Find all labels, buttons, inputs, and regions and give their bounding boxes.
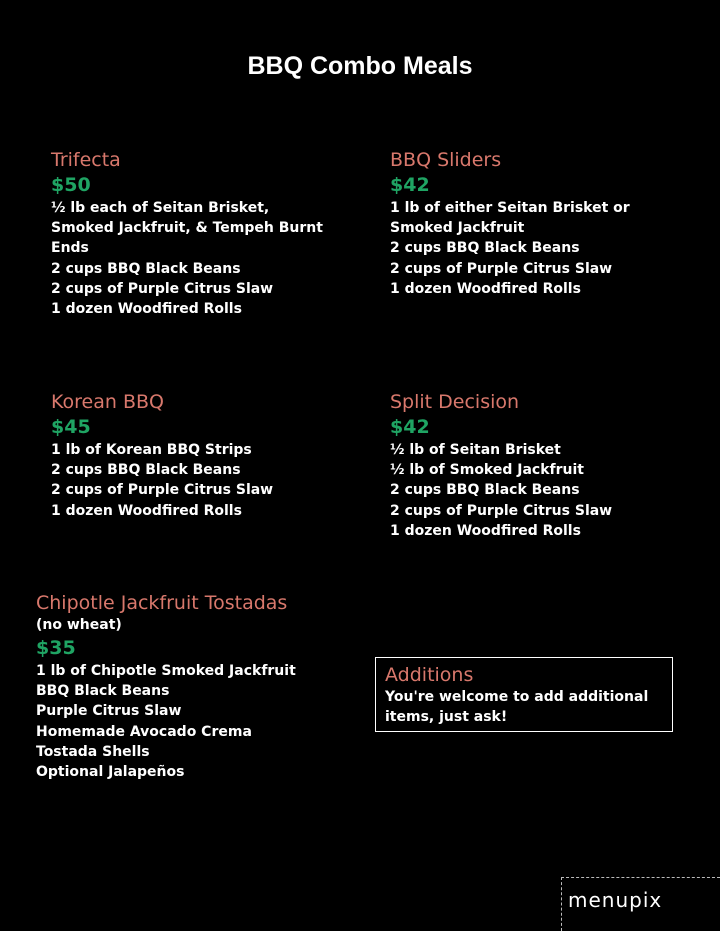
combo-note: (no wheat)	[36, 617, 122, 633]
list-item: 1 dozen Woodfired Rolls	[390, 280, 581, 297]
list-item: 1 dozen Woodfired Rolls	[51, 301, 242, 318]
combo-name: Korean BBQ	[51, 391, 164, 413]
combo-name: Split Decision	[390, 391, 520, 413]
combo-price: $45	[51, 416, 91, 438]
list-item: ½ lb of Seitan Brisket	[390, 442, 561, 458]
combo-trifecta	[51, 148, 351, 319]
list-item: 2 cups BBQ Black Beans	[51, 260, 241, 277]
combo-bbq-sliders	[390, 148, 690, 299]
combo-items	[36, 661, 356, 782]
watermark-logo: menupix	[568, 888, 663, 912]
combo-price: $35	[36, 637, 76, 659]
page-title: BBQ Combo Meals	[247, 52, 473, 80]
combo-items	[51, 198, 351, 319]
list-item: Tostada Shells	[36, 743, 150, 760]
list-item: 2 cups of Purple Citrus Slaw	[390, 260, 613, 277]
list-item: 1 dozen Woodfired Rolls	[51, 502, 242, 519]
list-item: Purple Citrus Slaw	[36, 703, 182, 720]
list-item: 1 lb of Chipotle Smoked Jackfruit	[36, 663, 296, 679]
list-item: 2 cups BBQ Black Beans	[51, 462, 241, 479]
additions-text-line: You're welcome to add additional	[385, 689, 649, 705]
list-item: 1 dozen Woodfired Rolls	[390, 522, 581, 539]
list-item: 2 cups of Purple Citrus Slaw	[51, 482, 274, 499]
list-item: ½ lb each of Seitan Brisket,	[51, 200, 270, 216]
list-item: Smoked Jackfruit, & Tempeh Burnt	[51, 220, 323, 237]
combo-price: $42	[390, 174, 430, 196]
list-item: 2 cups of Purple Citrus Slaw	[51, 280, 274, 297]
watermark	[561, 877, 720, 931]
additions-box	[375, 657, 673, 732]
combo-split-decision	[390, 390, 690, 541]
list-item: BBQ Black Beans	[36, 683, 170, 700]
list-item: 2 cups of Purple Citrus Slaw	[390, 502, 613, 519]
combo-name: Chipotle Jackfruit Tostadas	[36, 592, 288, 614]
list-item: Optional Jalapeños	[36, 764, 185, 781]
combo-name: BBQ Sliders	[390, 149, 502, 171]
list-item: ½ lb of Smoked Jackfruit	[390, 462, 584, 479]
list-item: Ends	[51, 240, 89, 257]
combo-price: $42	[390, 416, 430, 438]
combo-price: $50	[51, 174, 91, 196]
combo-items	[51, 440, 351, 521]
list-item: 1 lb of Korean BBQ Strips	[51, 442, 252, 458]
combo-items	[390, 198, 690, 299]
additions-text-line: items, just ask!	[385, 709, 508, 726]
list-item: Smoked Jackfruit	[390, 220, 525, 237]
list-item: Homemade Avocado Crema	[36, 723, 252, 740]
combo-items	[390, 440, 690, 541]
combo-name: Trifecta	[51, 149, 121, 171]
combo-tostadas	[36, 591, 356, 782]
list-item: 2 cups BBQ Black Beans	[390, 240, 580, 257]
additions-title: Additions	[385, 664, 474, 686]
list-item: 2 cups BBQ Black Beans	[390, 482, 580, 499]
list-item: 1 lb of either Seitan Brisket or	[390, 200, 630, 216]
combo-korean-bbq	[51, 390, 351, 521]
